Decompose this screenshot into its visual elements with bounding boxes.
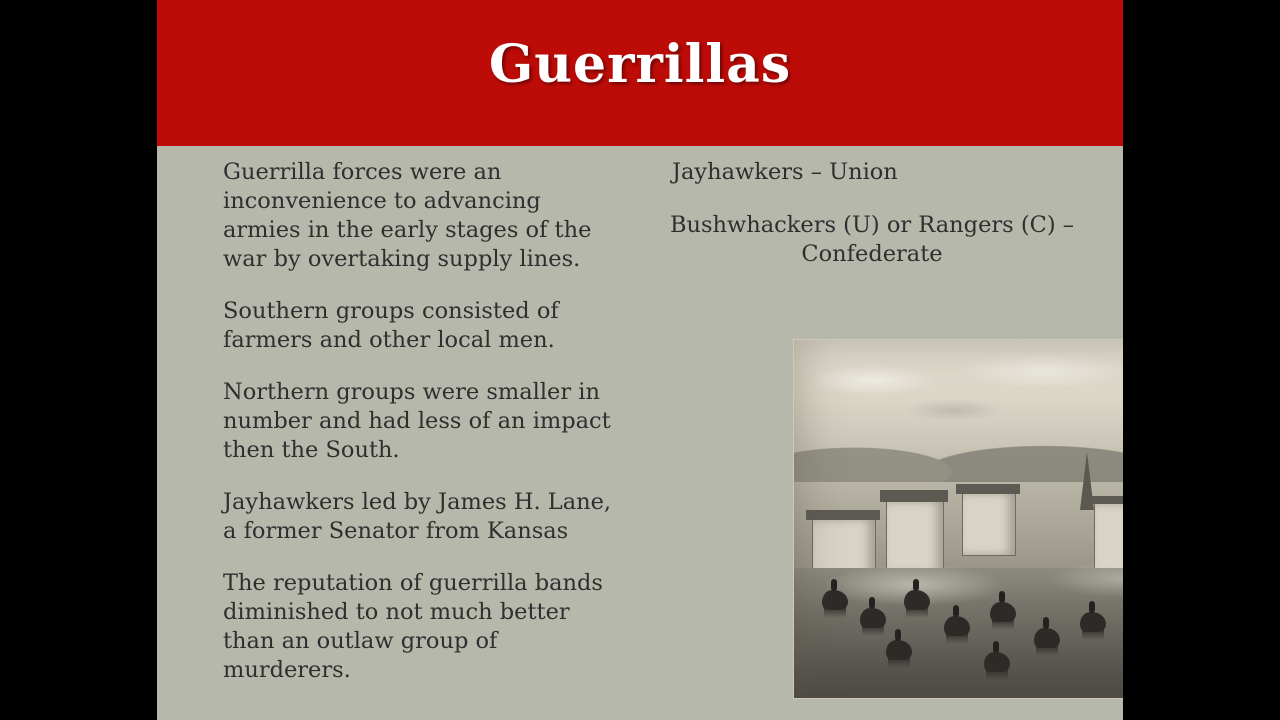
left-paragraph-2: Southern groups consisted of farmers and other local men. bbox=[223, 298, 559, 353]
horse-rider bbox=[984, 652, 1010, 672]
engraving-illustration bbox=[794, 340, 1123, 698]
left-text-column bbox=[223, 158, 613, 708]
horse-rider bbox=[944, 616, 970, 636]
horse-rider bbox=[904, 590, 930, 610]
slide bbox=[157, 0, 1123, 720]
left-paragraph-3: Northern groups were smaller in number and had less of an impact then the South. bbox=[223, 379, 611, 463]
building-roof bbox=[806, 510, 880, 520]
left-paragraph-1: Guerrilla forces were an inconvenience to advancing armies in the early stages of the war by overtaking supply lines. bbox=[223, 159, 592, 272]
building bbox=[962, 492, 1016, 556]
horse-rider bbox=[1034, 628, 1060, 648]
horse-rider bbox=[860, 608, 886, 628]
left-paragraph-5: The reputation of guerrilla bands diminished to not much better than an outlaw group of murderers. bbox=[223, 570, 603, 683]
horse-rider bbox=[822, 590, 848, 610]
building-roof bbox=[880, 490, 948, 502]
horse-rider bbox=[886, 640, 912, 660]
page-title: Guerrillas bbox=[488, 34, 792, 95]
slide-image bbox=[793, 339, 1123, 699]
left-paragraph-4: Jayhawkers led by James H. Lane, a former Senator from Kansas bbox=[223, 489, 612, 544]
right-text-column bbox=[662, 158, 1082, 293]
letterbox-left bbox=[0, 0, 157, 720]
building-roof bbox=[956, 484, 1020, 494]
horse-rider bbox=[990, 602, 1016, 622]
right-paragraph-2: Bushwhackers (U) or Rangers (C) – Confederate bbox=[669, 212, 1075, 267]
letterbox-right bbox=[1123, 0, 1280, 720]
horse-rider bbox=[1080, 612, 1106, 632]
right-paragraph-1: Jayhawkers – Union bbox=[672, 159, 898, 185]
building-roof bbox=[1090, 496, 1123, 504]
